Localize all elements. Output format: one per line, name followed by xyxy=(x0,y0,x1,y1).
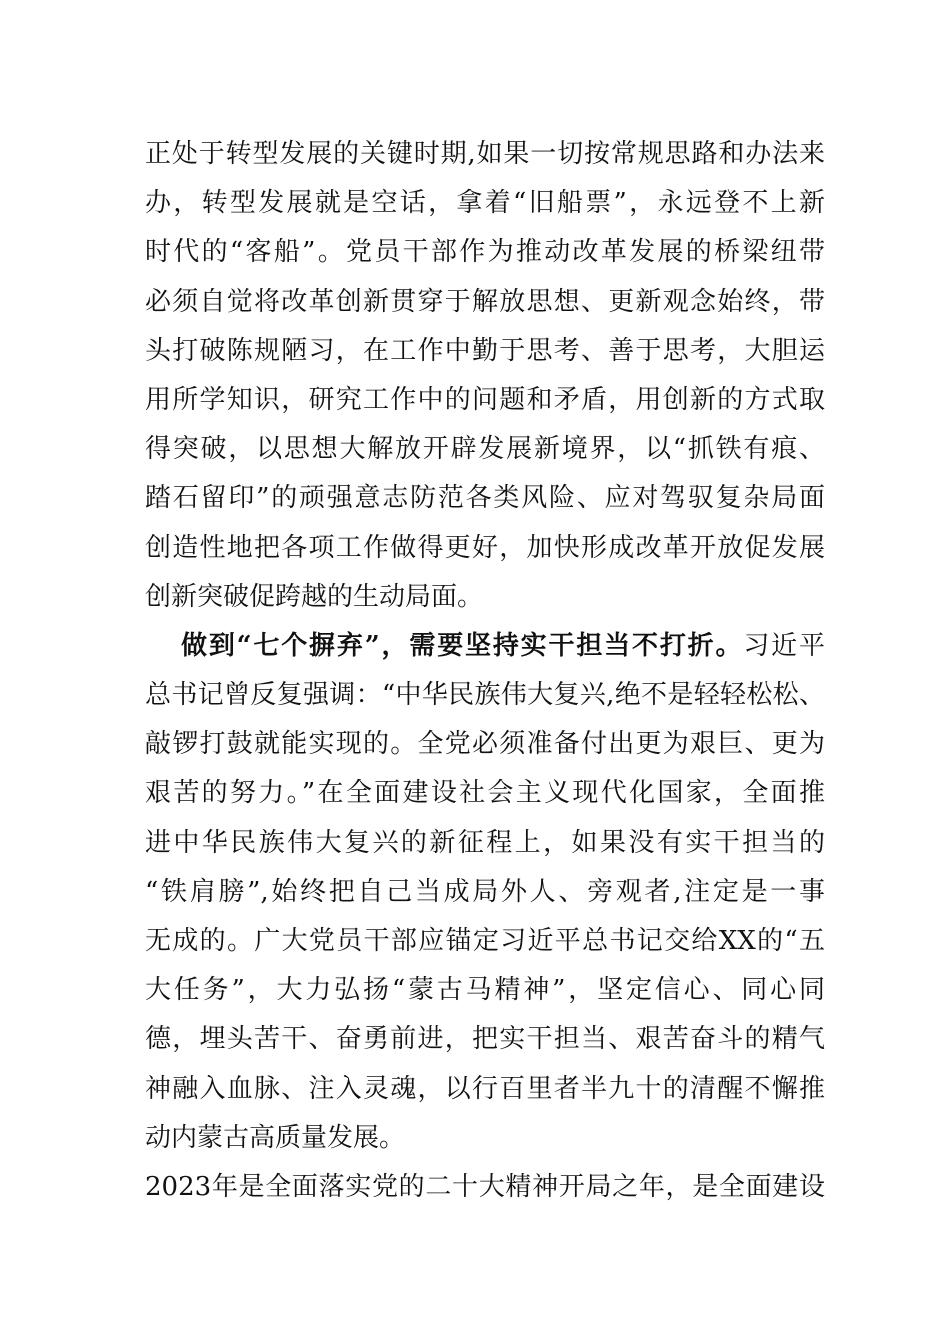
text-line: 总书记曾反复强调：“中华民族伟大复兴,绝不是轻轻松松、 xyxy=(145,680,825,711)
paragraph-2-first-line xyxy=(145,622,825,671)
text-line: 大任务”，大力弘扬“蒙古马精神”，坚定信心、同心同 xyxy=(145,975,825,1006)
paragraph-1 xyxy=(145,130,825,622)
text-line: 必须自觉将改革创新贯穿于解放思想、更新观念始终，带 xyxy=(145,286,825,317)
text-line: 神融入血脉、注入灵魂，以行百里者半九十的清醒不懈推 xyxy=(145,1073,825,1104)
text-line: 艰苦的努力。”在全面建设社会主义现代化国家，全面推 xyxy=(145,778,825,809)
text-line: 无成的。广大党员干部应锚定习近平总书记交给XX的“五 xyxy=(145,926,825,956)
text-line: 时代的“客船”。党员干部作为推动改革发展的桥梁纽带 xyxy=(145,237,825,268)
text-run: 习近平 xyxy=(743,630,825,661)
text-line: 正处于转型发展的关键时期,如果一切按常规思路和办法来 xyxy=(145,139,825,169)
text-line: 得突破，以思想大解放开辟发展新境界，以“抓铁有痕、 xyxy=(145,434,825,465)
text-line: 创造性地把各项工作做得更好，加快形成改革开放促发展 xyxy=(145,532,825,563)
text-line: 进中华民族伟大复兴的新征程上，如果没有实干担当的 xyxy=(145,827,825,858)
text-line: 创新突破促跨越的生动局面。 xyxy=(145,581,484,612)
text-line: “铁肩膀”,始终把自己当成局外人、旁观者,注定是一事 xyxy=(145,876,825,907)
text-line: 办，转型发展就是空话，拿着“旧船票”，永远登不上新 xyxy=(145,188,825,219)
text-line: 动内蒙古高质量发展。 xyxy=(145,1122,406,1153)
text-line: 头打破陈规陋习，在工作中勤于思考、善于思考，大胆运 xyxy=(145,335,825,366)
text-line: 2023年是全面落实党的二十大精神开局之年，是全面建设 xyxy=(145,1171,825,1202)
paragraph-heading: 做到“七个摒弃”，需要坚持实干担当不打折。 xyxy=(181,630,744,661)
text-line: 用所学知识，研究工作中的问题和矛盾，用创新的方式取 xyxy=(145,384,825,415)
paragraph-2 xyxy=(145,622,825,1163)
text-line: 踏石留印”的顽强意志防范各类风险、应对驾驭复杂局面 xyxy=(145,483,825,514)
document-body xyxy=(145,130,825,1212)
text-line: 德，埋头苦干、奋勇前进，把实干担当、艰苦奋斗的精气 xyxy=(145,1024,825,1055)
paragraph-3 xyxy=(145,1163,825,1212)
text-line: 敲锣打鼓就能实现的。全党必须准备付出更为艰巨、更为 xyxy=(145,729,825,760)
